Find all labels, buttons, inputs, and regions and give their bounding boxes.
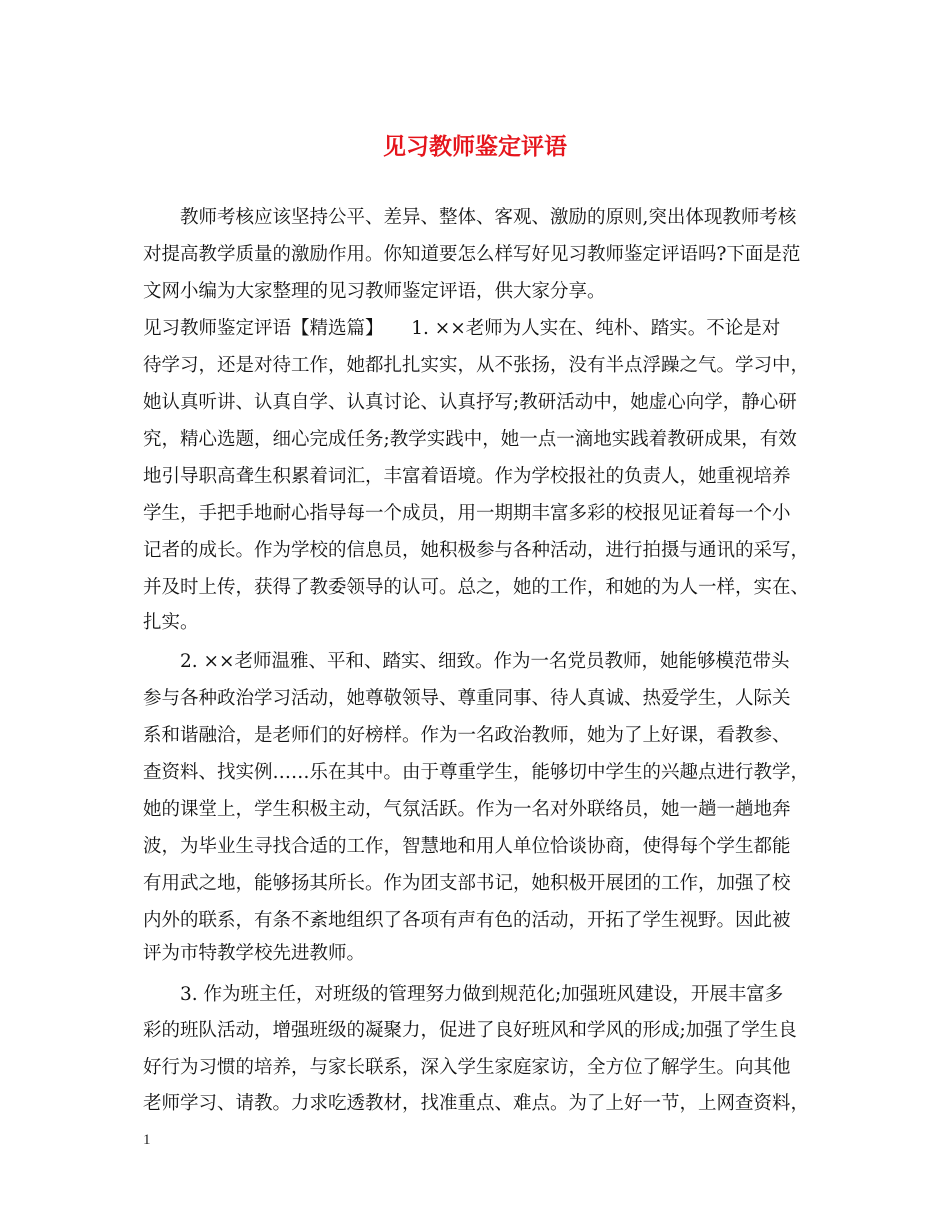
paragraph-line: 并及时上传，获得了教委领导的认可。总之，她的工作，和她的为人一样，实在、 [143,577,810,598]
paragraph-line: 系和谐融洽，是老师们的好榜样。作为一名政治教师，她为了上好课，看教参、 [143,725,791,746]
paragraph-line: 她的课堂上，学生积极主动，气氛活跃。作为一名对外联络员，她一趟一趟地奔 [143,799,791,820]
paragraph-line: 扎实。 [143,612,199,633]
paragraph-line: 究，精心选题，细心完成任务;教学实践中，她一点一滴地实践着教研成果，有效 [143,429,797,450]
paragraph-line: 对提高教学质量的激励作用。你知道要怎么样写好见习教师鉴定评语吗?下面是范 [143,244,801,265]
paragraph-line: 地引导职高聋生积累着词汇，丰富着语境。作为学校报社的负责人，她重视培养 [143,466,791,487]
document-title: 见习教师鉴定评语 [383,133,567,160]
paragraph-line: 教师考核应该坚持公平、差异、整体、客观、激励的原则,突出体现教师考核 [180,207,797,228]
paragraph-line: 2. ××老师温雅、平和、踏实、细致。作为一名党员教师，她能够模范带头 [180,651,790,672]
paragraph-line: 3. 作为班主任，对班级的管理努力做到规范化;加强班风建设，开展丰富多 [180,984,784,1005]
paragraph-line: 评为市特教学校先进教师。 [143,943,366,964]
paragraph-line: 内外的联系，有条不紊地组织了各项有声有色的活动，开拓了学生视野。因此被 [143,910,791,931]
paragraph-line: 文网小编为大家整理的见习教师鉴定评语，供大家分享。 [143,281,606,302]
paragraph-line: 学生，手把手地耐心指导每一个成员，用一期期丰富多彩的校报见证着每一个小 [143,503,791,524]
paragraph-line: 查资料、找实例……乐在其中。由于尊重学生，能够切中学生的兴趣点进行教学， [143,762,810,783]
paragraph-line: 待学习，还是对待工作，她都扎扎实实，从不张扬，没有半点浮躁之气。学习中， [143,355,810,376]
paragraph-line: 有用武之地，能够扬其所长。作为团支部书记，她积极开展团的工作，加强了校 [143,873,791,894]
paragraph-line: 彩的班队活动，增强班级的凝聚力，促进了良好班风和学风的形成;加强了学生良 [143,1020,797,1041]
paragraph-line: 参与各种政治学习活动，她尊敬领导、尊重同事、待人真诚、热爱学生，人际关 [143,688,791,709]
paragraph-line: 记者的成长。作为学校的信息员，她积极参与各种活动，进行拍摄与通讯的采写， [143,540,810,561]
paragraph-line: 波，为毕业生寻找合适的工作，智慧地和用人单位恰谈协商，使得每个学生都能 [143,836,791,857]
paragraph-line: 见习教师鉴定评语【精选篇】 1. ××老师为人实在、纯朴、踏实。不论是对 [143,318,781,339]
page-number: 1 [143,1132,151,1148]
paragraph-line: 好行为习惯的培养，与家长联系，深入学生家庭家访，全方位了解学生。向其他 [143,1057,791,1078]
paragraph-line: 她认真听讲、认真自学、认真讨论、认真抒写;教研活动中，她虚心向学，静心研 [143,392,797,413]
paragraph-line: 老师学习、请教。力求吃透教材，找准重点、难点。为了上好一节，上网查资料， [143,1093,810,1114]
